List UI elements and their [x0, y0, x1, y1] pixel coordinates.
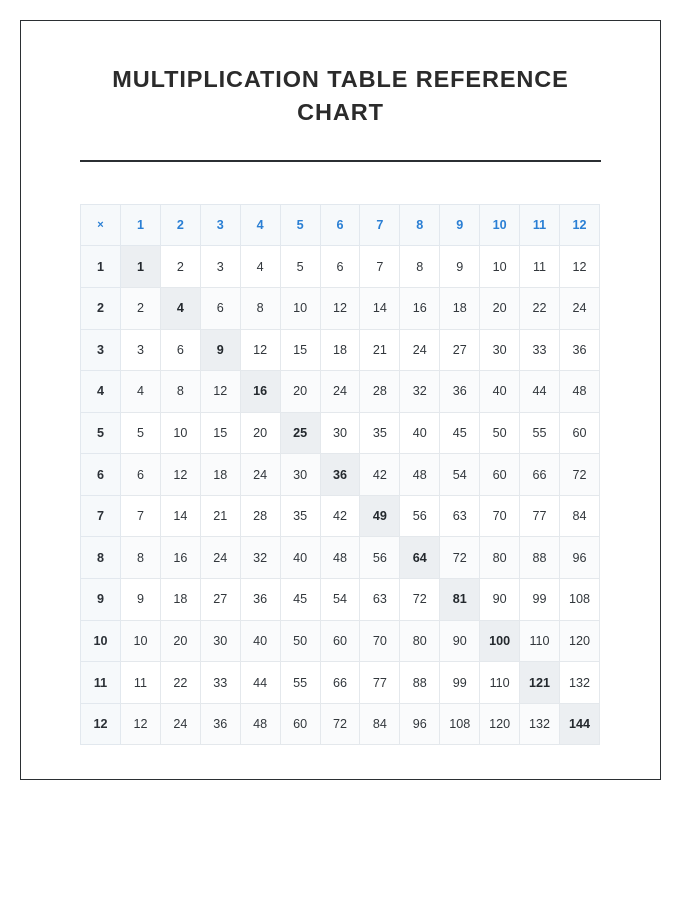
- row-header-11: 11: [81, 662, 121, 704]
- table-row: [81, 620, 600, 662]
- cell-8x9: 72: [440, 537, 480, 579]
- cell-12x2: 24: [160, 703, 200, 745]
- column-header-2: 2: [160, 204, 200, 246]
- page-title: MULTIPLICATION TABLE REFERENCE CHART: [112, 66, 569, 126]
- cell-11x1: 11: [121, 662, 161, 704]
- cell-2x11: 22: [520, 287, 560, 329]
- column-header-6: 6: [320, 204, 360, 246]
- table-row: [81, 703, 600, 745]
- cell-6x10: 60: [480, 454, 520, 496]
- cell-9x8: 72: [400, 579, 440, 621]
- multiply-symbol-icon: ×: [81, 204, 121, 246]
- cell-7x12: 84: [559, 495, 599, 537]
- cell-7x1: 7: [121, 495, 161, 537]
- table-row: [81, 412, 600, 454]
- cell-12x3: 36: [200, 703, 240, 745]
- table-row: [81, 246, 600, 288]
- cell-4x4: 16: [240, 371, 280, 413]
- cell-9x10: 90: [480, 579, 520, 621]
- cell-5x8: 40: [400, 412, 440, 454]
- row-header-12: 12: [81, 703, 121, 745]
- cell-8x8: 64: [400, 537, 440, 579]
- cell-3x10: 30: [480, 329, 520, 371]
- cell-6x2: 12: [160, 454, 200, 496]
- multiplication-table: [80, 204, 600, 746]
- cell-6x4: 24: [240, 454, 280, 496]
- cell-3x3: 9: [200, 329, 240, 371]
- row-header-3: 3: [81, 329, 121, 371]
- page-content: [21, 21, 660, 745]
- row-header-8: 8: [81, 537, 121, 579]
- cell-7x8: 56: [400, 495, 440, 537]
- cell-10x3: 30: [200, 620, 240, 662]
- cell-10x11: 110: [520, 620, 560, 662]
- cell-1x7: 7: [360, 246, 400, 288]
- column-header-1: 1: [121, 204, 161, 246]
- cell-4x5: 20: [280, 371, 320, 413]
- cell-5x10: 50: [480, 412, 520, 454]
- cell-10x2: 20: [160, 620, 200, 662]
- cell-6x11: 66: [520, 454, 560, 496]
- column-header-8: 8: [400, 204, 440, 246]
- cell-10x10: 100: [480, 620, 520, 662]
- cell-10x6: 60: [320, 620, 360, 662]
- column-header-10: 10: [480, 204, 520, 246]
- table-row: [81, 287, 600, 329]
- cell-1x4: 4: [240, 246, 280, 288]
- cell-5x3: 15: [200, 412, 240, 454]
- table-row: [81, 371, 600, 413]
- cell-11x11: 121: [520, 662, 560, 704]
- cell-4x1: 4: [121, 371, 161, 413]
- cell-2x4: 8: [240, 287, 280, 329]
- cell-3x11: 33: [520, 329, 560, 371]
- cell-10x12: 120: [559, 620, 599, 662]
- cell-8x4: 32: [240, 537, 280, 579]
- cell-6x6: 36: [320, 454, 360, 496]
- cell-10x4: 40: [240, 620, 280, 662]
- cell-9x6: 54: [320, 579, 360, 621]
- cell-1x11: 11: [520, 246, 560, 288]
- cell-10x8: 80: [400, 620, 440, 662]
- cell-12x8: 96: [400, 703, 440, 745]
- cell-8x5: 40: [280, 537, 320, 579]
- cell-8x1: 8: [121, 537, 161, 579]
- cell-4x2: 8: [160, 371, 200, 413]
- row-header-2: 2: [81, 287, 121, 329]
- cell-1x3: 3: [200, 246, 240, 288]
- cell-3x1: 3: [121, 329, 161, 371]
- cell-6x12: 72: [559, 454, 599, 496]
- cell-6x7: 42: [360, 454, 400, 496]
- cell-8x10: 80: [480, 537, 520, 579]
- row-header-4: 4: [81, 371, 121, 413]
- cell-6x5: 30: [280, 454, 320, 496]
- cell-7x5: 35: [280, 495, 320, 537]
- cell-12x12: 144: [559, 703, 599, 745]
- column-header-5: 5: [280, 204, 320, 246]
- cell-4x6: 24: [320, 371, 360, 413]
- cell-12x9: 108: [440, 703, 480, 745]
- cell-9x7: 63: [360, 579, 400, 621]
- cell-2x6: 12: [320, 287, 360, 329]
- cell-4x8: 32: [400, 371, 440, 413]
- cell-7x10: 70: [480, 495, 520, 537]
- cell-12x7: 84: [360, 703, 400, 745]
- table-row: [81, 537, 600, 579]
- cell-2x5: 10: [280, 287, 320, 329]
- cell-2x1: 2: [121, 287, 161, 329]
- cell-11x10: 110: [480, 662, 520, 704]
- title-divider: [80, 160, 601, 162]
- cell-11x6: 66: [320, 662, 360, 704]
- cell-12x1: 12: [121, 703, 161, 745]
- cell-2x10: 20: [480, 287, 520, 329]
- cell-12x6: 72: [320, 703, 360, 745]
- cell-8x3: 24: [200, 537, 240, 579]
- cell-10x9: 90: [440, 620, 480, 662]
- cell-3x8: 24: [400, 329, 440, 371]
- cell-1x1: 1: [121, 246, 161, 288]
- cell-5x2: 10: [160, 412, 200, 454]
- cell-1x8: 8: [400, 246, 440, 288]
- row-header-1: 1: [81, 246, 121, 288]
- cell-7x11: 77: [520, 495, 560, 537]
- cell-9x2: 18: [160, 579, 200, 621]
- cell-1x6: 6: [320, 246, 360, 288]
- cell-11x9: 99: [440, 662, 480, 704]
- table-body: [81, 246, 600, 745]
- cell-8x6: 48: [320, 537, 360, 579]
- cell-9x4: 36: [240, 579, 280, 621]
- cell-11x7: 77: [360, 662, 400, 704]
- column-header-9: 9: [440, 204, 480, 246]
- cell-11x12: 132: [559, 662, 599, 704]
- cell-10x1: 10: [121, 620, 161, 662]
- cell-7x4: 28: [240, 495, 280, 537]
- cell-12x5: 60: [280, 703, 320, 745]
- cell-1x10: 10: [480, 246, 520, 288]
- cell-3x5: 15: [280, 329, 320, 371]
- cell-4x11: 44: [520, 371, 560, 413]
- cell-6x3: 18: [200, 454, 240, 496]
- cell-11x3: 33: [200, 662, 240, 704]
- column-header-7: 7: [360, 204, 400, 246]
- cell-5x7: 35: [360, 412, 400, 454]
- cell-5x9: 45: [440, 412, 480, 454]
- cell-3x4: 12: [240, 329, 280, 371]
- cell-11x4: 44: [240, 662, 280, 704]
- multiplication-table-container: [80, 204, 601, 746]
- cell-4x9: 36: [440, 371, 480, 413]
- cell-3x6: 18: [320, 329, 360, 371]
- column-header-11: 11: [520, 204, 560, 246]
- table-header-row: [81, 204, 600, 246]
- cell-8x7: 56: [360, 537, 400, 579]
- cell-2x7: 14: [360, 287, 400, 329]
- cell-3x7: 21: [360, 329, 400, 371]
- cell-1x9: 9: [440, 246, 480, 288]
- row-header-7: 7: [81, 495, 121, 537]
- cell-11x5: 55: [280, 662, 320, 704]
- cell-5x12: 60: [559, 412, 599, 454]
- cell-7x3: 21: [200, 495, 240, 537]
- cell-4x3: 12: [200, 371, 240, 413]
- cell-2x2: 4: [160, 287, 200, 329]
- row-header-9: 9: [81, 579, 121, 621]
- cell-3x9: 27: [440, 329, 480, 371]
- table-row: [81, 329, 600, 371]
- table-row: [81, 662, 600, 704]
- cell-5x5: 25: [280, 412, 320, 454]
- column-header-3: 3: [200, 204, 240, 246]
- cell-6x8: 48: [400, 454, 440, 496]
- cell-2x9: 18: [440, 287, 480, 329]
- column-header-4: 4: [240, 204, 280, 246]
- document-page: [20, 20, 661, 780]
- cell-5x6: 30: [320, 412, 360, 454]
- cell-2x12: 24: [559, 287, 599, 329]
- cell-4x10: 40: [480, 371, 520, 413]
- cell-11x2: 22: [160, 662, 200, 704]
- cell-4x12: 48: [559, 371, 599, 413]
- cell-12x10: 120: [480, 703, 520, 745]
- cell-1x5: 5: [280, 246, 320, 288]
- cell-3x12: 36: [559, 329, 599, 371]
- cell-4x7: 28: [360, 371, 400, 413]
- cell-9x3: 27: [200, 579, 240, 621]
- cell-7x9: 63: [440, 495, 480, 537]
- cell-10x7: 70: [360, 620, 400, 662]
- row-header-10: 10: [81, 620, 121, 662]
- cell-7x2: 14: [160, 495, 200, 537]
- cell-7x7: 49: [360, 495, 400, 537]
- row-header-5: 5: [81, 412, 121, 454]
- cell-8x2: 16: [160, 537, 200, 579]
- cell-1x12: 12: [559, 246, 599, 288]
- table-row: [81, 495, 600, 537]
- cell-9x11: 99: [520, 579, 560, 621]
- table-header: [81, 204, 600, 246]
- cell-9x5: 45: [280, 579, 320, 621]
- cell-3x2: 6: [160, 329, 200, 371]
- cell-9x1: 9: [121, 579, 161, 621]
- cell-10x5: 50: [280, 620, 320, 662]
- cell-8x12: 96: [559, 537, 599, 579]
- cell-5x11: 55: [520, 412, 560, 454]
- cell-1x2: 2: [160, 246, 200, 288]
- cell-8x11: 88: [520, 537, 560, 579]
- column-header-12: 12: [559, 204, 599, 246]
- row-header-6: 6: [81, 454, 121, 496]
- cell-2x8: 16: [400, 287, 440, 329]
- cell-9x12: 108: [559, 579, 599, 621]
- cell-12x4: 48: [240, 703, 280, 745]
- cell-2x3: 6: [200, 287, 240, 329]
- cell-5x4: 20: [240, 412, 280, 454]
- cell-6x9: 54: [440, 454, 480, 496]
- cell-6x1: 6: [121, 454, 161, 496]
- cell-12x11: 132: [520, 703, 560, 745]
- table-row: [81, 454, 600, 496]
- cell-11x8: 88: [400, 662, 440, 704]
- cell-9x9: 81: [440, 579, 480, 621]
- table-row: [81, 579, 600, 621]
- cell-7x6: 42: [320, 495, 360, 537]
- cell-5x1: 5: [121, 412, 161, 454]
